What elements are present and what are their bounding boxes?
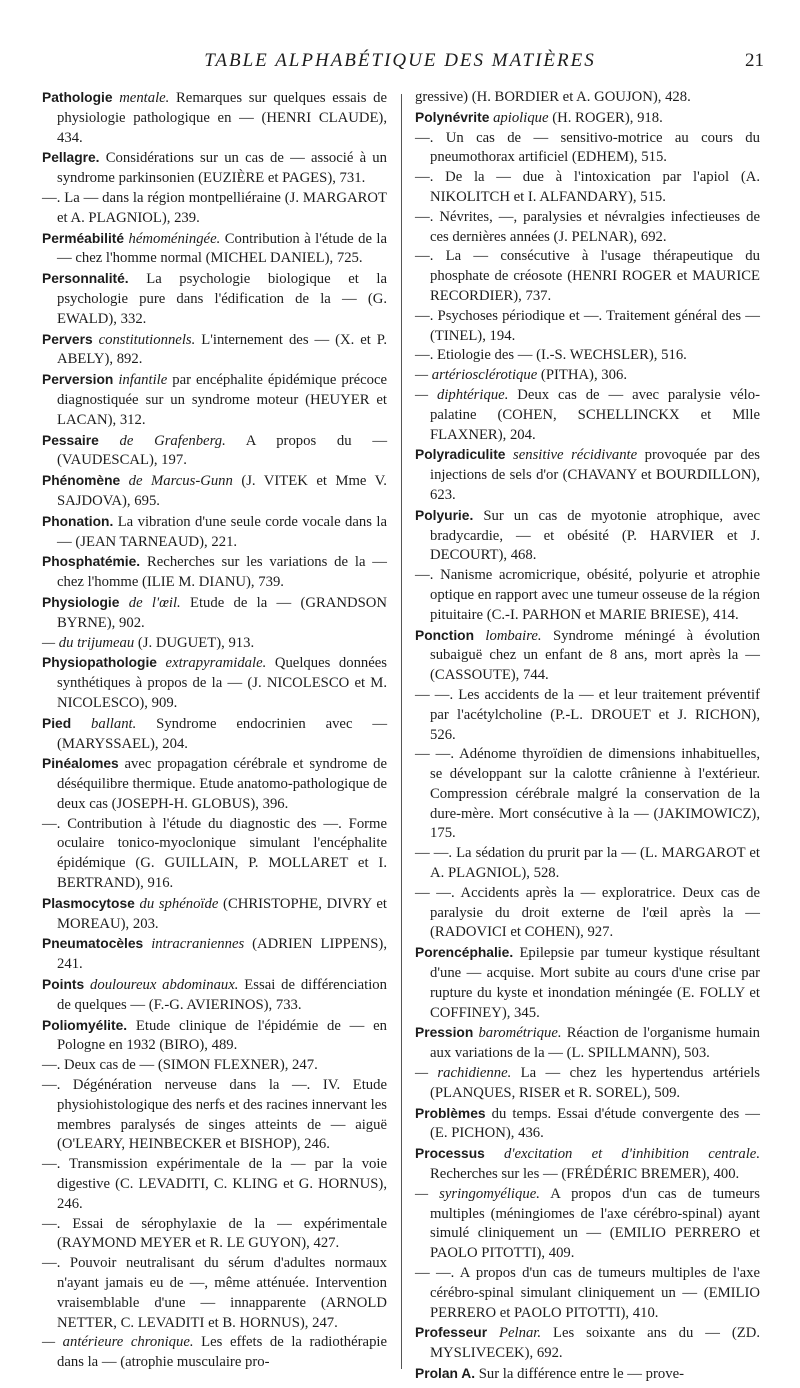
entry-text: — —. La sédation du prurit par la — (L. MARGAROT et A. PLAGNIOL), 528. bbox=[415, 845, 760, 882]
entry-text: Recherches sur les variations de la — chez l'homme (ILIE M. DIANU), 739. bbox=[57, 554, 387, 591]
index-term: Ponction bbox=[415, 627, 475, 643]
entry-text: —. Etiologie des — (I.-S. WECHSLER), 516. bbox=[415, 347, 687, 364]
entry-text: —. Psychoses périodique et —. Traitement général des — (TINEL), 194. bbox=[415, 307, 760, 344]
index-entry bbox=[42, 634, 387, 654]
index-entry bbox=[42, 1056, 387, 1076]
page-number: 21 bbox=[745, 50, 764, 71]
index-entry bbox=[415, 208, 760, 248]
page-header bbox=[30, 42, 770, 76]
index-entry bbox=[42, 653, 387, 713]
term-qualifier: barométrique. bbox=[478, 1025, 562, 1042]
index-entry bbox=[415, 844, 760, 884]
index-entry bbox=[42, 1155, 387, 1214]
entry-text: Epilepsie par tumeur kystique résultant d'une — acquise. Mort subite au cours d'une crise par rupture du kyste et inondation méningée (E. FOLLY et COFFINEY), 345. bbox=[430, 945, 760, 1021]
index-entry bbox=[415, 1364, 760, 1385]
index-entry bbox=[42, 229, 387, 270]
term-qualifier: Pelnar. bbox=[499, 1325, 542, 1342]
index-term: Pervers bbox=[42, 331, 93, 347]
index-term: Phosphatémie. bbox=[42, 554, 141, 570]
index-entry bbox=[415, 1104, 760, 1145]
index-term: Points bbox=[42, 977, 85, 993]
index-entry bbox=[415, 386, 760, 445]
index-entry bbox=[42, 1076, 387, 1155]
right-column bbox=[415, 88, 760, 1385]
entry-text: Syndrome méningé à évolution subaiguë chez un enfant de 8 ans, mort après la — (CASSOUTE), 744. bbox=[430, 627, 761, 684]
entry-text: Les effets de la radiothérapie dans la — (atrophie musculaire pro- bbox=[57, 1334, 388, 1371]
index-entry bbox=[42, 593, 387, 634]
entry-text: Sur la différence entre le — prove- bbox=[478, 1366, 684, 1382]
index-term: Plasmocytose bbox=[42, 895, 135, 911]
entry-text: Etude clinique de l'épidémie de — en Pologne en 1932 (BIRO), 489. bbox=[57, 1017, 388, 1054]
index-entry bbox=[415, 247, 760, 306]
entry-text: — —. A propos d'un cas de tumeurs multiples de l'axe cérébro-spinal simulant cliniquement un — (EMILIO PERRERO et PAOLO PITOTTI), 410. bbox=[415, 1265, 760, 1321]
term-qualifier: intracraniennes bbox=[151, 936, 245, 953]
entry-text: Remarques sur quelques essais de physiologie pathologique en — (HENRI CLAUDE), 434. bbox=[57, 90, 387, 146]
index-term: Phonation. bbox=[42, 513, 114, 529]
index-term: Pinéalomes bbox=[42, 756, 119, 772]
index-entry bbox=[42, 1215, 387, 1255]
index-term: Prolan A. bbox=[415, 1366, 476, 1381]
term-qualifier: extrapyramidale. bbox=[165, 655, 267, 672]
index-entry bbox=[42, 88, 387, 148]
term-qualifier: infantile bbox=[118, 372, 168, 389]
index-entry bbox=[42, 471, 387, 512]
entry-text: La vibration d'une seule corde vocale dans la — (JEAN TARNEAUD), 221. bbox=[57, 513, 387, 550]
entry-text: (H. ROGER), 918. bbox=[552, 109, 663, 126]
entry-text: —. Deux cas de — (SIMON FLEXNER), 247. bbox=[42, 1057, 318, 1074]
entry-text: Etude de la — (GRANDSON BYRNE), 902. bbox=[57, 594, 388, 631]
index-entry bbox=[415, 1323, 760, 1364]
index-entry bbox=[415, 1064, 760, 1104]
index-term: Personnalité. bbox=[42, 271, 129, 287]
entry-text: Essai de différenciation de quelques — (F.-G. AVIERINOS), 733. bbox=[57, 977, 387, 1013]
index-entry bbox=[415, 307, 760, 347]
term-qualifier: sensitive récidivante bbox=[513, 447, 638, 464]
index-entry bbox=[42, 975, 387, 1016]
entry-text: —. La — consécutive à l'usage thérapeutique du phosphate de créosote (HENRI ROGER et MAURICE RECORDIER), 737. bbox=[415, 248, 760, 304]
index-term: Pathologie bbox=[42, 90, 113, 105]
term-qualifier: — artériosclérotique bbox=[415, 367, 538, 384]
running-title: TABLE ALPHABÉTIQUE DES MATIÈRES bbox=[204, 50, 596, 71]
term-qualifier: hémoméningée. bbox=[128, 230, 221, 247]
index-term: Phénomène bbox=[42, 473, 121, 489]
entry-text: A propos du — (VAUDESCAL), 197. bbox=[57, 432, 388, 469]
index-term: Problèmes bbox=[415, 1105, 486, 1121]
left-column bbox=[42, 88, 387, 1373]
index-entry bbox=[42, 512, 387, 553]
term-qualifier: d'excitation et d'inhibition centrale. bbox=[504, 1146, 760, 1163]
entry-text: —. De la — due à l'intoxication par l'apiol (A. NIKOLITCH et I. ALFANDARY), 515. bbox=[415, 169, 760, 205]
index-term: Polyurie. bbox=[415, 507, 474, 523]
index-entry bbox=[415, 168, 760, 208]
index-term: Polyradiculite bbox=[415, 447, 506, 463]
term-qualifier: de Marcus-Gunn bbox=[128, 473, 233, 490]
entry-text: —. Pouvoir neutralisant du sérum d'adultes normaux n'ayant jamais eu de —, même atténuée. Intervention vraisemblable d'une — innapparente (ARNOLD NETTER, C. LEVADITI et B. HORNUS), 247. bbox=[42, 1255, 387, 1331]
index-entry bbox=[415, 108, 760, 129]
index-entry bbox=[415, 884, 760, 943]
index-entry bbox=[415, 129, 760, 169]
index-entry bbox=[415, 626, 760, 686]
term-qualifier: mentale. bbox=[119, 90, 170, 106]
index-term: Pessaire bbox=[42, 432, 99, 448]
entry-text: gressive) (H. BORDIER et A. GOUJON), 428. bbox=[415, 89, 691, 105]
index-entry bbox=[415, 943, 760, 1023]
term-qualifier: du sphénoïde bbox=[139, 895, 219, 912]
index-term: Poliomyélite. bbox=[42, 1017, 128, 1033]
index-entry bbox=[415, 1264, 760, 1323]
term-qualifier: — antérieure chronique. bbox=[42, 1334, 194, 1351]
index-term: Pellagre. bbox=[42, 150, 100, 166]
term-qualifier: constitutionnels. bbox=[98, 331, 196, 348]
index-entry bbox=[42, 552, 387, 593]
entry-text: —. Transmission expérimentale de la — par la voie digestive (C. LEVADITI, C. KLING et G. HORNUS), 246. bbox=[42, 1156, 387, 1212]
term-qualifier: — diphtérique. bbox=[415, 386, 509, 403]
term-qualifier: de Grafenberg. bbox=[119, 432, 226, 449]
index-entry bbox=[415, 1023, 760, 1064]
term-qualifier: de l'œil. bbox=[128, 594, 181, 611]
column-divider bbox=[401, 94, 402, 1369]
index-entry bbox=[415, 686, 760, 745]
entry-text: —. Nanisme acromicrique, obésité, polyurie et atrophie optique en rapport avec une tumeur osseuse de la région pituitaire (C.-I. PARHON et MARIE BRIESE), 414. bbox=[415, 567, 760, 623]
entry-text: Quelques données synthétiques à propos de la — (J. NICOLESCO et M. NICOLESCO), 909. bbox=[57, 655, 388, 711]
index-entry bbox=[42, 714, 387, 755]
index-term: Porencéphalie. bbox=[415, 945, 514, 961]
entry-text: (J. DUGUET), 913. bbox=[137, 634, 255, 651]
entry-text: —. Névrites, —, paralysies et névralgies infectieuses de ces dernières années (J. PELNAR), 692. bbox=[415, 208, 760, 245]
entry-text: (ADRIEN LIPPENS), 241. bbox=[57, 936, 387, 973]
entry-text: avec propagation cérébrale et syndrome de déséquilibre thermique. Etude anatomo-pathologique de deux cas (JOSEPH-H. GLOBUS), 396. bbox=[57, 756, 387, 812]
entry-text: (CHRISTOPHE, DIVRY et MOREAU), 203. bbox=[57, 895, 388, 932]
entry-text: du temps. Essai d'étude convergente des — (E. PICHON), 436. bbox=[430, 1105, 760, 1142]
entry-text: —. Un cas de — sensitivo-motrice au cours du pneumothorax artificiel (EDHEM), 515. bbox=[415, 129, 760, 166]
index-term: Polynévrite bbox=[415, 109, 490, 125]
entry-text: — —. Adénome thyroïdien de dimensions inhabituelles, se développant sur la calotte crânienne à l'extérieur. Compression cérébrale malgré la conservation de la dure-mère. Mort consécutive à la — (JAKIMOWICZ), 175. bbox=[415, 746, 760, 842]
term-qualifier: — rachidienne. bbox=[415, 1065, 512, 1082]
index-entry bbox=[42, 934, 387, 975]
term-qualifier: lombaire. bbox=[485, 627, 542, 644]
index-entry bbox=[415, 1144, 760, 1185]
entry-text: provoquée par des injections de sels d'or (CHAVANY et BOURDILLON), 623. bbox=[430, 447, 761, 503]
entry-text: La psychologie biologique et la psychologie pure dans l'édification de la — (G. EWALD), 332. bbox=[57, 271, 388, 327]
index-term: Professeur bbox=[415, 1325, 488, 1341]
index-entry bbox=[42, 431, 387, 472]
entry-text: Considérations sur un cas de — associé à un syndrome parkinsonien (EUZIÈRE et PAGES), 731. bbox=[57, 150, 387, 187]
index-entry bbox=[415, 445, 760, 505]
term-qualifier: douloureux abdominaux. bbox=[90, 977, 239, 994]
entry-text: — —. Accidents après la — exploratrice. Deux cas de paralysie du droit externe de l'œil après la — (RADOVICI et COHEN), 927. bbox=[415, 884, 760, 941]
index-entry bbox=[415, 506, 760, 566]
index-term: Physiologie bbox=[42, 594, 120, 610]
index-entry bbox=[415, 1185, 760, 1264]
index-entry bbox=[415, 88, 760, 108]
entry-text: par encéphalite épidémique précoce diagnostiquée sur un syndrome moteur (HEUYER et LACAN), 312. bbox=[57, 372, 388, 428]
entry-text: Deux cas de — avec paralysie vélo-palatine (COHEN, SCHELLINCKX et Mlle FLAXNER), 204. bbox=[430, 386, 761, 443]
index-entry bbox=[415, 745, 760, 844]
index-entry bbox=[42, 269, 387, 329]
entry-text: — —. Les accidents de la — et leur traitement préventif par l'acétylcholine (P.-L. DROUET et J. RICHON), 526. bbox=[415, 686, 760, 743]
index-entry bbox=[42, 754, 387, 814]
entry-text: L'internement des — (X. et P. ABELY), 892. bbox=[57, 331, 388, 368]
entry-text: —. Essai de sérophylaxie de la — expérimentale (RAYMOND MEYER et R. LE GUYON), 427. bbox=[42, 1215, 387, 1252]
index-entry bbox=[42, 370, 387, 430]
index-entry bbox=[42, 148, 387, 189]
index-entry bbox=[415, 566, 760, 625]
entry-text: (PITHA), 306. bbox=[540, 367, 627, 384]
index-entry bbox=[415, 366, 760, 386]
entry-text: Sur un cas de myotonie atrophique, avec bradycardie, — et obésité (P. HARVIER et J. DECOURT), 468. bbox=[430, 507, 761, 564]
entry-text: Contribution à l'étude de la — chez l'homme normal (MICHEL DANIEL), 725. bbox=[57, 230, 388, 267]
index-entry bbox=[42, 1016, 387, 1057]
index-term: Pied bbox=[42, 715, 72, 731]
term-qualifier: apiolique bbox=[493, 109, 549, 126]
entry-text: —. La — dans la région montpelliéraine (J. MARGAROT et A. PLAGNIOL), 239. bbox=[42, 189, 387, 226]
index-term: Processus bbox=[415, 1146, 485, 1162]
index-term: Physiopathologie bbox=[42, 655, 157, 671]
entry-text: A propos d'un cas de tumeurs multiples (méningiomes de l'axe cérébro-spinal) ayant simulé cliniquement un — (EMILIO PERRERO et PAOLO PITOTTI), 409. bbox=[430, 1185, 761, 1262]
index-entry bbox=[42, 1254, 387, 1333]
index-term: Perméabilité bbox=[42, 230, 125, 246]
term-qualifier: ballant. bbox=[91, 715, 137, 732]
index-term: Perversion bbox=[42, 372, 114, 388]
index-entry bbox=[42, 815, 387, 894]
entry-text: Syndrome endocrinien avec — (MARYSSAEL), 204. bbox=[57, 715, 388, 752]
entry-text: —. Dégénération nerveuse dans la —. IV. Etude physiohistologique des nerfs et des racines innervant les membres paralysés de singes atteints de — aiguë (O'LEARY, HEINBECKER et BISHOP), 246. bbox=[42, 1077, 387, 1153]
entry-text: La — chez les hypertendus artériels (PLANQUES, RISER et R. SOREL), 509. bbox=[430, 1065, 760, 1101]
entry-text: —. Contribution à l'étude du diagnostic des —. Forme oculaire tonico-myoclonique simulant l'encéphalite épidémique (G. GUILLAIN, P. MOLLARET et I. BERTRAND), 916. bbox=[42, 815, 387, 892]
index-columns bbox=[42, 88, 772, 1380]
index-entry bbox=[42, 189, 387, 229]
index-term: Pneumatocèles bbox=[42, 936, 144, 952]
index-term: Pression bbox=[415, 1025, 474, 1041]
entry-text: Réaction de l'organisme humain aux variations de la — (L. SPILLMANN), 503. bbox=[430, 1025, 760, 1062]
term-qualifier: — du trijumeau bbox=[42, 634, 135, 651]
term-qualifier: — syringomyélique. bbox=[415, 1185, 540, 1202]
index-entry bbox=[42, 330, 387, 371]
entry-text: (J. VITEK et Mme V. SAJDOVA), 695. bbox=[57, 473, 387, 509]
entry-text: Les soixante ans du — (ZD. MYSLIVECEK), 692. bbox=[430, 1325, 761, 1362]
index-entry bbox=[42, 1333, 387, 1373]
entry-text: Recherches sur les — (FRÉDÉRIC BREMER), 400. bbox=[430, 1166, 740, 1183]
index-entry bbox=[415, 346, 760, 366]
index-entry bbox=[42, 894, 387, 935]
